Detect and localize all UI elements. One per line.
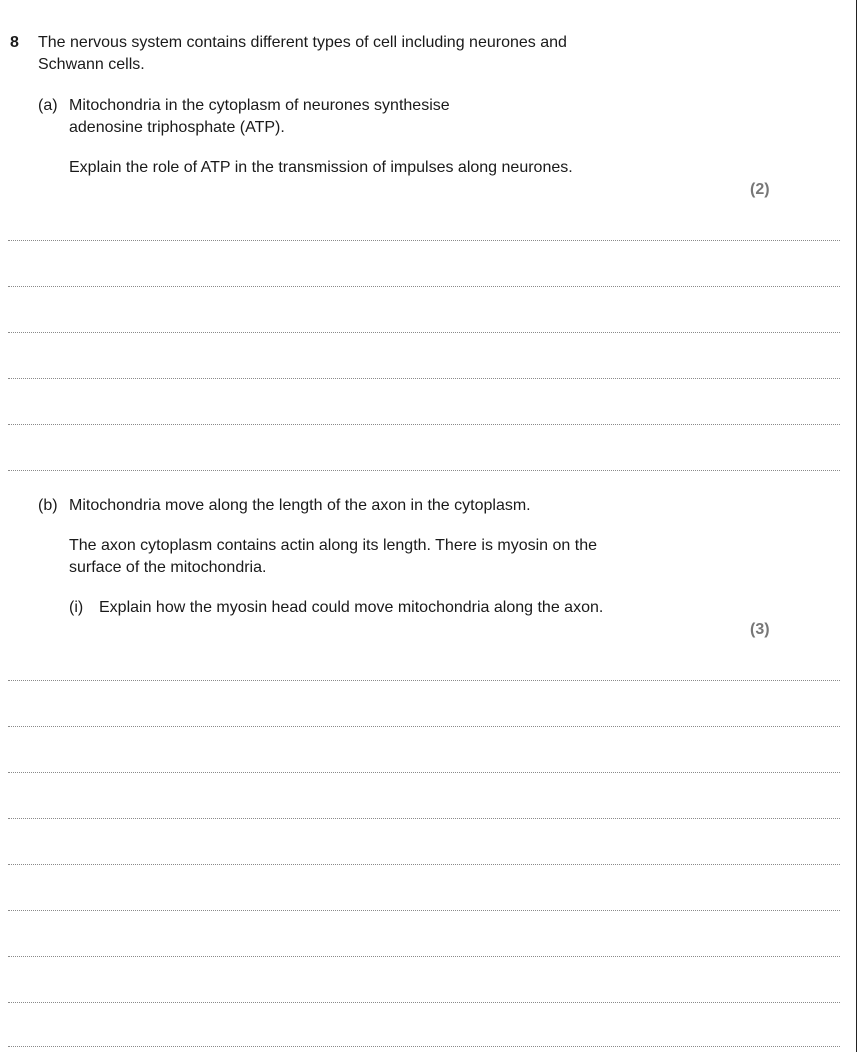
part-b-i-text: Explain how the myosin head could move mitochondria along the axon. — [99, 599, 604, 616]
answer-line[interactable] — [8, 680, 840, 681]
part-b-i-marks: (3) — [750, 621, 770, 638]
answer-line[interactable] — [8, 286, 840, 287]
part-b-line-1: Mitochondria move along the length of the axon in the cytoplasm. — [69, 497, 531, 514]
answer-line[interactable] — [8, 332, 840, 333]
answer-line[interactable] — [8, 818, 840, 819]
part-a-line-2: adenosine triphosphate (ATP). — [69, 119, 285, 136]
part-a-marks: (2) — [750, 181, 770, 198]
answer-line[interactable] — [8, 424, 840, 425]
answer-line[interactable] — [8, 772, 840, 773]
part-b-i-label: (i) — [69, 599, 84, 616]
answer-line[interactable] — [8, 864, 840, 865]
answer-line[interactable] — [8, 1002, 840, 1003]
answer-line[interactable] — [8, 956, 840, 957]
answer-line[interactable] — [8, 470, 840, 471]
answer-line[interactable] — [8, 1046, 840, 1047]
part-b-label: (b) — [38, 497, 58, 514]
part-b-paragraph-line-1: The axon cytoplasm contains actin along its length. There is myosin on the — [69, 537, 597, 554]
page-margin-border — [856, 0, 857, 1052]
part-a-label: (a) — [38, 97, 58, 114]
question-number: 8 — [10, 34, 19, 51]
answer-line[interactable] — [8, 240, 840, 241]
part-b-paragraph-line-2: surface of the mitochondria. — [69, 559, 267, 576]
question-stem-line-1: The nervous system contains different types of cell including neurones and — [38, 34, 567, 51]
part-a-line-1: Mitochondria in the cytoplasm of neurones synthesise — [69, 97, 450, 114]
part-a-instruction: Explain the role of ATP in the transmission of impulses along neurones. — [69, 159, 573, 176]
answer-line[interactable] — [8, 378, 840, 379]
answer-line[interactable] — [8, 910, 840, 911]
answer-line[interactable] — [8, 726, 840, 727]
question-stem-line-2: Schwann cells. — [38, 56, 145, 73]
